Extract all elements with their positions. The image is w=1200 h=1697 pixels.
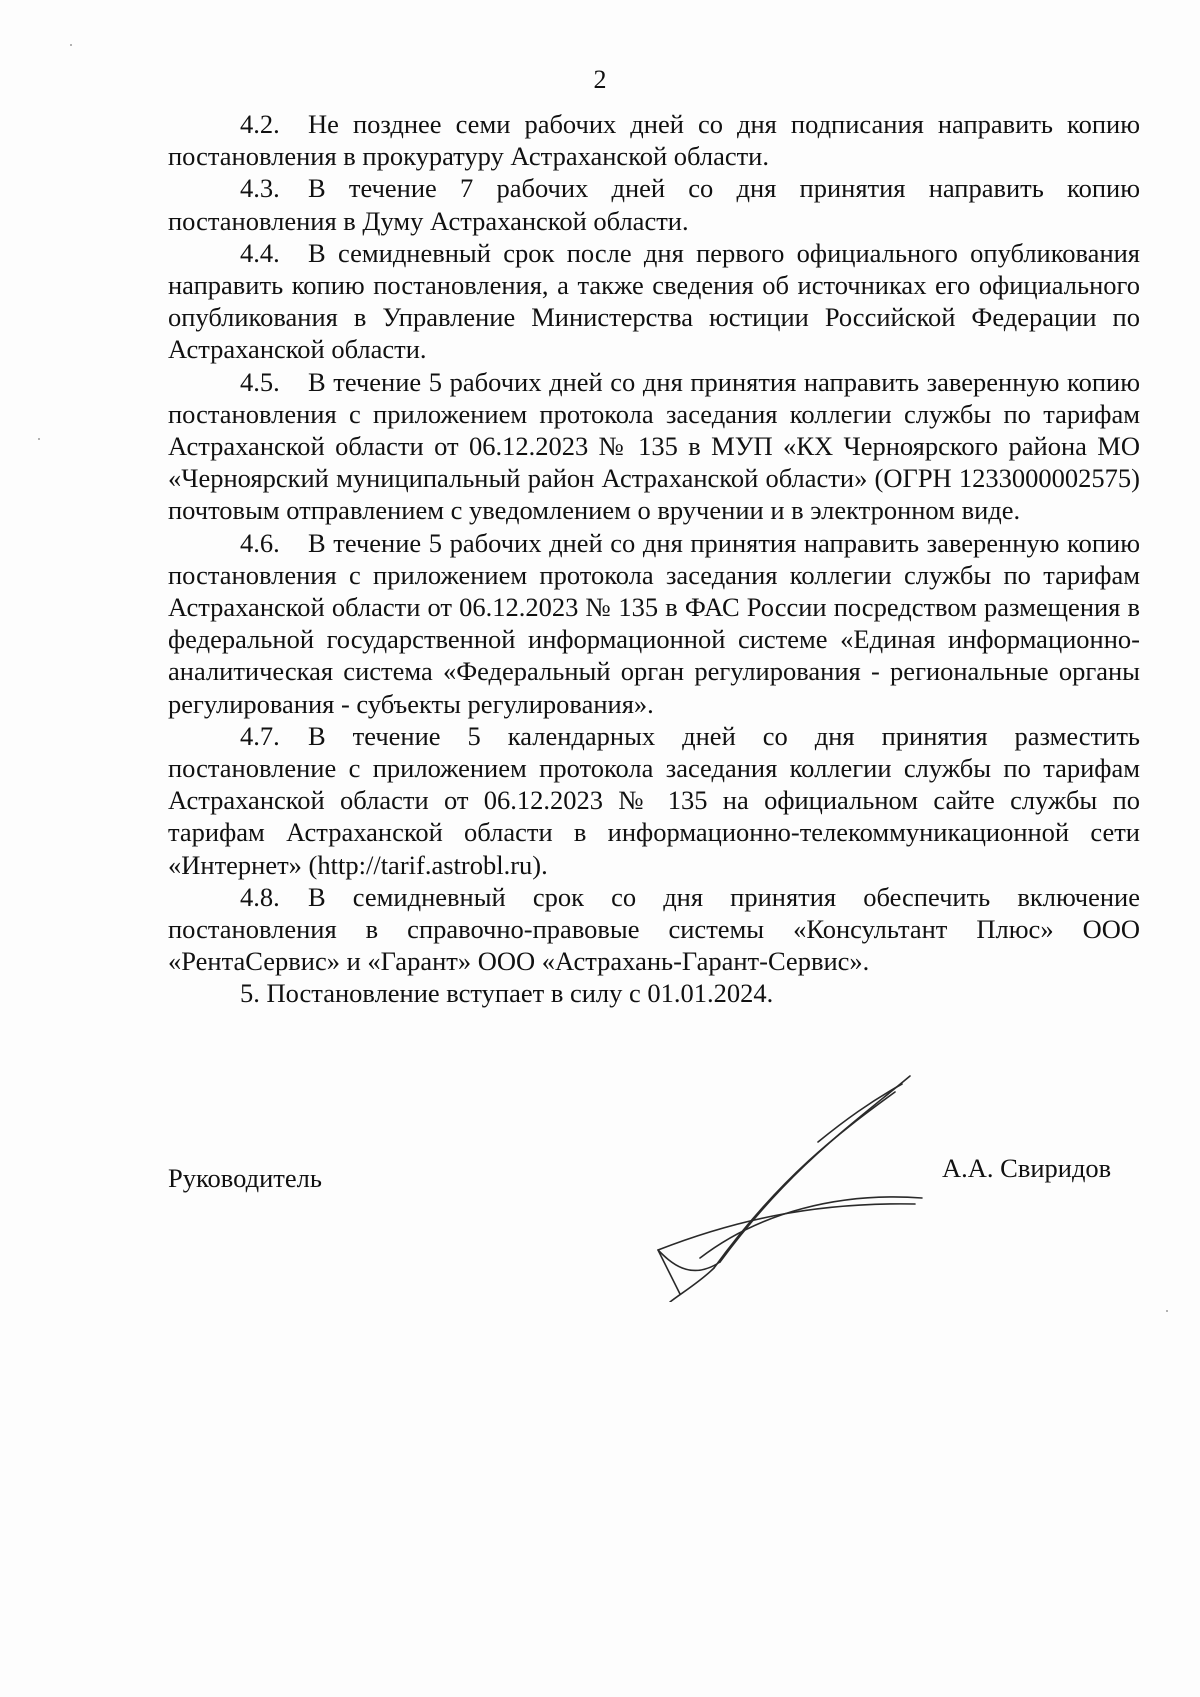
signatory-name: А.А. Свиридов xyxy=(942,1153,1112,1183)
scan-speck xyxy=(70,44,72,46)
page-number: 2 xyxy=(593,65,607,94)
document-body xyxy=(168,108,1140,1010)
paragraph-text: В течение 7 рабочих дней со дня принятия направить копию постановления в Думу Астраханской области. xyxy=(168,173,1140,236)
paragraph-text: Не позднее семи рабочих дней со дня подписания направить копию постановления в прокуратуру Астраханской области. xyxy=(168,109,1140,172)
paragraph-number: 4.8. xyxy=(240,881,280,912)
paragraph-4-4 xyxy=(168,237,1140,366)
paragraph-number: 4.7. xyxy=(240,720,280,751)
paragraph-4-3 xyxy=(168,172,1140,236)
scan-speck xyxy=(38,438,40,440)
paragraph-text: В семидневный срок со дня принятия обеспечить включение постановления в справочно-правовые системы «Консультант Плюс» ООО «РентаСервис» и «Гарант» ООО «Астрахань-Гарант-Сервис». xyxy=(168,881,1140,977)
signatory-title: Руководитель xyxy=(168,1163,322,1193)
handwritten-signature xyxy=(640,1062,930,1302)
paragraph-number: 4.6. xyxy=(240,527,280,558)
paragraph-5: 5. Постановление вступает в силу с 01.01.2024. xyxy=(240,978,774,1009)
paragraph-text: В семидневный срок после дня первого официального опубликования направить копию постановления, а также сведения об источниках его официального опубликования в Управление Министерства юстиции Российской Федерации по Астраханской области. xyxy=(168,237,1140,365)
paragraph-number: 4.4. xyxy=(240,237,280,268)
paragraph-4-8 xyxy=(168,881,1140,978)
paragraph-4-7 xyxy=(168,720,1140,881)
paragraph-text: В течение 5 календарных дней со дня принятия разместить постановление с приложением протокола заседания коллегии службы по тарифам Астраханской области от 06.12.2023 № 135 на официальном сайте службы по тарифам Астраханской области в информационно-телекоммуникационной сети «Интернет» (http://tarif.astrobl.ru). xyxy=(168,720,1140,880)
paragraph-4-6 xyxy=(168,527,1140,720)
paragraph-number: 4.5. xyxy=(240,366,280,397)
paragraph-text: В течение 5 рабочих дней со дня принятия направить заверенную копию постановления с приложением протокола заседания коллегии службы по тарифам Астраханской области от 06.12.2023 № 135 в ФАС России посредством размещения в федеральной государственной информационной системе «Единая информационно-аналитическая система «Федеральный орган регулирования - региональные органы регулирования - субъекты регулирования». xyxy=(168,527,1140,719)
paragraph-number: 4.2. xyxy=(240,109,280,139)
scan-speck xyxy=(1166,1310,1168,1312)
paragraph-4-5 xyxy=(168,366,1140,527)
paragraph-number: 4.3. xyxy=(240,173,280,204)
paragraph-4-2 xyxy=(168,108,1140,172)
paragraph-text: В течение 5 рабочих дней со дня принятия направить заверенную копию постановления с приложением протокола заседания коллегии службы по тарифам Астраханской области от 06.12.2023 № 135 в МУП «КХ Черноярского района МО «Черноярский муниципальный район Астраханской области» (ОГРН 1233000002575) почтовым отправлением с уведомлением о вручении и в электронном виде. xyxy=(168,366,1140,526)
